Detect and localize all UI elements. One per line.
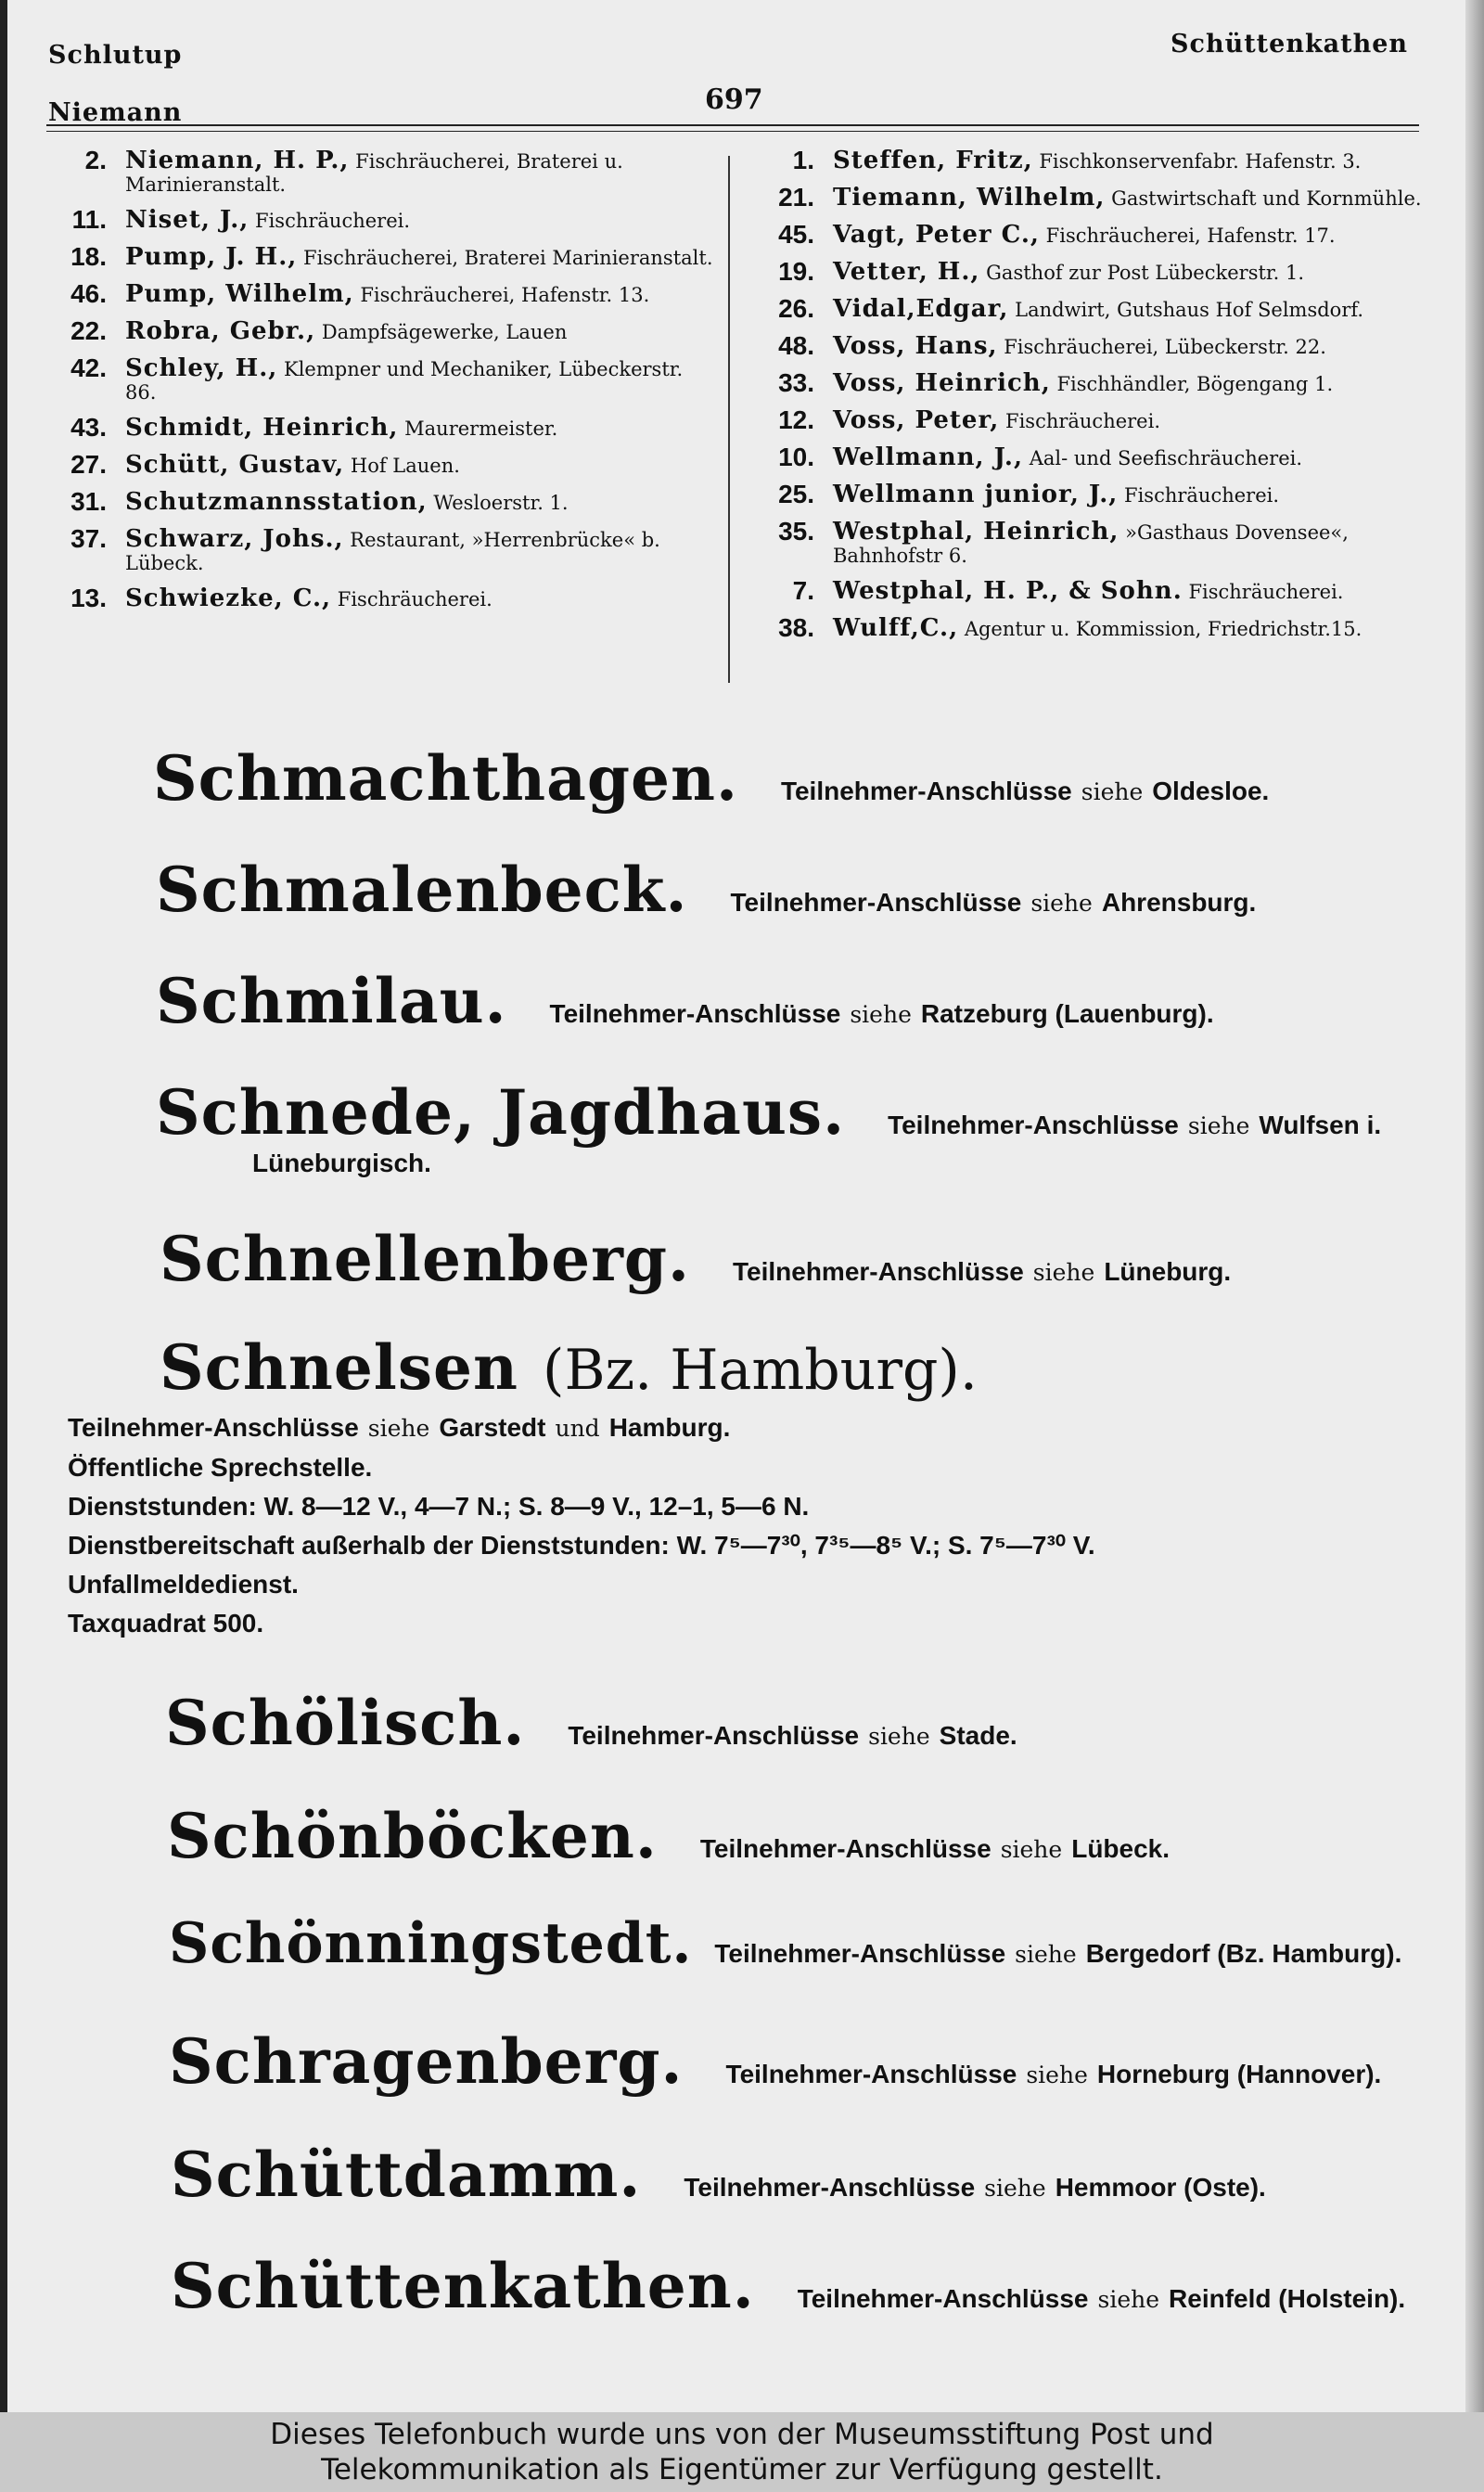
place-reference	[888, 1111, 1381, 1140]
reference-label: Teilnehmer-Anschlüsse	[714, 1939, 1006, 1968]
list-item	[751, 258, 1428, 286]
entry-desc: Wesloerstr. 1.	[433, 492, 569, 514]
entry-name: Schwarz, Johs.,	[125, 525, 344, 553]
entry-name: Pump, J. H.,	[125, 243, 298, 271]
entry-number: 31.	[70, 487, 107, 516]
place-name: Schönböcken.	[167, 1800, 658, 1872]
list-item	[51, 525, 714, 575]
see-word: siehe	[1032, 1259, 1095, 1286]
entry-number: 10.	[778, 443, 814, 471]
reference-label: Teilnehmer-Anschlüsse	[568, 1721, 860, 1750]
list-item	[751, 332, 1428, 360]
place-name: Schmalenbeck.	[156, 854, 688, 926]
entry-desc: Dampfsägewerke, Lauen	[321, 321, 568, 343]
list-item	[751, 184, 1428, 212]
place-name: Schnelsen	[160, 1331, 519, 1404]
entry-name: Schwiezke, C.,	[125, 584, 332, 612]
see-word: siehe	[984, 2175, 1046, 2202]
entry-number: 46.	[70, 279, 107, 308]
see-word: siehe	[1097, 2286, 1160, 2313]
place-name: Schüttenkathen.	[171, 2250, 755, 2322]
entry-name: Schutzmannsstation,	[125, 488, 428, 516]
entry-number: 37.	[70, 524, 107, 553]
reference-label: Teilnehmer-Anschlüsse	[699, 1834, 991, 1863]
entry-number: 13.	[70, 584, 107, 612]
entry-number: 1.	[792, 146, 814, 174]
entry-name: Voss, Heinrich,	[833, 369, 1051, 397]
entry-number: 11.	[71, 205, 107, 234]
entry-name: Vidal,Edgar,	[833, 295, 1009, 323]
entry-number: 33.	[778, 368, 814, 397]
reference-target: Oldesloe.	[1152, 777, 1270, 805]
reference-label: Teilnehmer-Anschlüsse	[725, 2060, 1017, 2088]
reference-label: Teilnehmer-Anschlüsse	[888, 1111, 1179, 1139]
reference-target: Wulfsen i.	[1259, 1111, 1382, 1139]
list-item	[751, 481, 1428, 508]
entry-number: 18.	[70, 242, 107, 271]
place-reference	[731, 888, 1257, 918]
entry-desc: Fischräucherei, Hafenstr. 13.	[360, 284, 650, 306]
see-word: siehe	[850, 1001, 912, 1028]
entry-desc: Hof Lauen.	[350, 455, 460, 477]
place-reference	[781, 777, 1269, 806]
entry-desc: Landwirt, Gutshaus Hof Selmsdorf.	[1015, 299, 1364, 321]
see-word: siehe	[1015, 1941, 1077, 1968]
entry-name: Wellmann, J.,	[833, 443, 1024, 471]
entry-name: Niemann, H. P.,	[125, 147, 350, 174]
list-item	[51, 206, 714, 234]
entry-name: Wellmann junior, J.,	[833, 481, 1119, 508]
list-item	[751, 518, 1428, 568]
reference-target: Reinfeld (Holstein).	[1169, 2284, 1406, 2313]
left-column	[51, 147, 714, 622]
footer-line: Dieses Telefonbuch wurde uns von der Museumsstiftung Post und	[270, 2418, 1214, 2451]
entry-desc: Klempner und Mechaniker, Lübeckerstr. 86.	[125, 358, 684, 404]
reference-target: Lübeck.	[1071, 1834, 1171, 1863]
right-column	[751, 147, 1428, 651]
entry-desc: Fischräucherei.	[1005, 410, 1161, 432]
place-details	[68, 1408, 1095, 1643]
entry-number: 22.	[70, 316, 107, 345]
detail-line: Taxquadrat 500.	[68, 1609, 264, 1638]
entry-desc: Gastwirtschaft und Kornmühle.	[1111, 187, 1422, 210]
list-item	[51, 280, 714, 308]
list-item	[51, 317, 714, 345]
entry-name: Steffen, Fritz,	[833, 147, 1033, 174]
place-heading	[156, 1076, 1381, 1149]
place-name: Schragenberg.	[169, 2025, 684, 2098]
reference-target: Ahrensburg.	[1101, 888, 1257, 917]
place-heading	[160, 1331, 978, 1404]
entry-desc: Fischräucherei.	[337, 588, 493, 610]
reference-target: Horneburg (Hannover).	[1096, 2060, 1382, 2088]
entry-name: Robra, Gebr.,	[125, 317, 316, 345]
list-item	[51, 243, 714, 271]
entry-number: 35.	[778, 517, 814, 546]
entry-desc: Fischkonservenfabr. Hafenstr. 3.	[1039, 150, 1362, 173]
detail-line: Öffentliche Sprechstelle.	[68, 1453, 373, 1482]
page-number: 697	[705, 83, 763, 116]
place-name: Schönningstedt.	[169, 1911, 693, 1976]
list-item	[751, 221, 1428, 249]
entry-desc: Gasthof zur Post Lübeckerstr. 1.	[986, 262, 1305, 284]
detail-line: Dienstbereitschaft außerhalb der Dienststunden: W. 7⁵—7³⁰, 7³⁵—8⁵ V.; S. 7⁵—7³⁰ V.	[68, 1531, 1095, 1560]
column-divider	[728, 156, 730, 683]
place-heading	[167, 1800, 1170, 1872]
see-word: siehe	[367, 1415, 430, 1442]
entry-desc: Restaurant, »Herrenbrücke« b. Lübeck.	[125, 529, 660, 574]
see-word: siehe	[1000, 1836, 1063, 1863]
list-item	[51, 147, 714, 197]
list-item	[751, 443, 1428, 471]
detail-line: Unfallmeldedienst.	[68, 1570, 299, 1599]
and-word: und	[555, 1415, 600, 1442]
entry-desc: Fischräucherei, Lübeckerstr. 22.	[1004, 336, 1326, 358]
page-edge	[1465, 0, 1484, 2412]
reference-label: Teilnehmer-Anschlüsse	[797, 2284, 1089, 2313]
reference-target: Lüneburg.	[1104, 1257, 1232, 1286]
entry-number: 2.	[84, 146, 107, 174]
list-item	[751, 147, 1428, 174]
entry-desc: Fischräucherei.	[1188, 581, 1344, 603]
place-reference	[726, 2060, 1382, 2089]
entry-number: 48.	[778, 331, 814, 360]
place-name: Schölisch.	[165, 1687, 526, 1759]
list-item	[51, 488, 714, 516]
place-heading	[169, 2025, 1381, 2098]
running-head-left-top: Schlutup	[48, 41, 183, 70]
entry-name: Wulff,C.,	[833, 614, 959, 642]
place-heading	[153, 742, 1269, 815]
place-reference	[550, 999, 1214, 1029]
entry-name: Vagt, Peter C.,	[833, 221, 1040, 249]
place-region: (Bz. Hamburg).	[543, 1338, 978, 1403]
entry-desc: Fischhändler, Bögengang 1.	[1056, 373, 1334, 395]
reference-target: Ratzeburg (Lauenburg).	[920, 999, 1214, 1028]
entry-name: Niset, J.,	[125, 206, 249, 234]
entry-desc: Fischräucherei.	[1124, 484, 1280, 507]
entry-number: 27.	[70, 450, 107, 479]
entry-desc: Fischräucherei, Braterei u. Marinieranstalt.	[125, 150, 623, 196]
place-name: Schmachthagen.	[153, 742, 738, 815]
see-word: siehe	[1026, 2062, 1088, 2088]
attribution-footer	[0, 2412, 1484, 2492]
list-item	[751, 577, 1428, 605]
entry-name: Westphal, Heinrich,	[833, 518, 1119, 546]
entry-desc: Agentur u. Kommission, Friedrichstr.15.	[964, 618, 1362, 640]
place-reference	[700, 1834, 1170, 1864]
reference-target: Hamburg.	[608, 1413, 731, 1442]
reference-target: Stade.	[939, 1721, 1017, 1750]
see-word: siehe	[868, 1723, 930, 1750]
list-item	[751, 369, 1428, 397]
entry-number: 45.	[778, 220, 814, 249]
entry-number: 12.	[778, 405, 814, 434]
place-name: Schüttdamm.	[171, 2139, 642, 2211]
reference-label: Teilnehmer-Anschlüsse	[732, 1257, 1024, 1286]
place-reference	[798, 2284, 1405, 2314]
reference-continuation: Lüneburgisch.	[252, 1149, 431, 1177]
entry-number: 42.	[70, 353, 107, 382]
reference-target: Garstedt	[439, 1413, 546, 1442]
reference-target: Hemmoor (Oste).	[1055, 2173, 1266, 2202]
reference-target: Bergedorf (Bz. Hamburg).	[1085, 1939, 1402, 1968]
list-item	[751, 406, 1428, 434]
list-item	[51, 354, 714, 405]
place-name: Schnellenberg.	[160, 1223, 690, 1295]
entry-name: Pump, Wilhelm,	[125, 280, 354, 308]
entry-number: 38.	[778, 613, 814, 642]
reference-label: Teilnehmer-Anschlüsse	[780, 777, 1072, 805]
place-heading	[156, 854, 1256, 926]
entry-number: 21.	[778, 183, 814, 212]
entry-number: 25.	[778, 480, 814, 508]
place-reference	[714, 1939, 1401, 1969]
reference-label: Teilnehmer-Anschlüsse	[549, 999, 841, 1028]
place-heading	[171, 2250, 1405, 2322]
entry-name: Schmidt, Heinrich,	[125, 414, 399, 442]
reference-label: Teilnehmer-Anschlüsse	[684, 2173, 976, 2202]
entry-desc: Maurermeister.	[404, 417, 558, 440]
entry-desc: Fischräucherei, Hafenstr. 17.	[1045, 225, 1336, 247]
entry-number: 7.	[792, 576, 814, 605]
entry-desc: Fischräucherei, Braterei Marinieranstalt.	[303, 247, 713, 269]
detail-line: Dienststunden: W. 8—12 V., 4—7 N.; S. 8—9 V., 12–1, 5—6 N.	[68, 1492, 810, 1521]
place-heading	[169, 1911, 1401, 1976]
place-name: Schnede, Jagdhaus.	[156, 1076, 846, 1149]
see-word: siehe	[1030, 890, 1093, 917]
entry-number: 26.	[778, 294, 814, 323]
place-heading	[156, 965, 1214, 1037]
book-spine	[0, 0, 7, 2412]
place-name: Schmilau.	[156, 965, 507, 1037]
see-word: siehe	[1081, 778, 1144, 805]
entry-name: Vetter, H.,	[833, 258, 980, 286]
place-reference	[684, 2173, 1265, 2203]
entry-desc: Fischräucherei.	[255, 210, 411, 232]
place-heading	[171, 2139, 1266, 2211]
entry-name: Schley, H.,	[125, 354, 278, 382]
entry-name: Voss, Peter,	[833, 406, 1000, 434]
footer-line: Telekommunikation als Eigentümer zur Verfügung gestellt.	[321, 2453, 1163, 2486]
running-head-right: Schüttenkathen	[1171, 30, 1409, 58]
entry-name: Schütt, Gustav,	[125, 451, 345, 479]
place-reference	[568, 1721, 1017, 1751]
reference-label: Teilnehmer-Anschlüsse	[68, 1413, 359, 1442]
header-rule-thin	[46, 131, 1419, 132]
place-heading	[160, 1223, 1231, 1295]
entry-desc: »Gasthaus Dovensee«, Bahnhofstr 6.	[833, 521, 1349, 567]
entry-desc: Aal- und Seefischräucherei.	[1029, 447, 1303, 469]
list-item	[51, 414, 714, 442]
entry-name: Tiemann, Wilhelm,	[833, 184, 1106, 212]
list-item	[751, 295, 1428, 323]
entry-number: 19.	[778, 257, 814, 286]
list-item	[51, 584, 714, 612]
running-head-left-bottom: Niemann	[48, 98, 183, 127]
detail-line	[68, 1408, 1095, 1448]
place-reference	[733, 1257, 1231, 1287]
entry-number: 43.	[70, 413, 107, 442]
entry-name: Westphal, H. P., & Sohn.	[833, 577, 1183, 605]
entry-name: Voss, Hans,	[833, 332, 998, 360]
header-rule	[46, 124, 1419, 126]
list-item	[751, 614, 1428, 642]
list-item	[51, 451, 714, 479]
place-heading	[165, 1687, 1017, 1759]
see-word: siehe	[1187, 1112, 1250, 1139]
reference-label: Teilnehmer-Anschlüsse	[730, 888, 1022, 917]
